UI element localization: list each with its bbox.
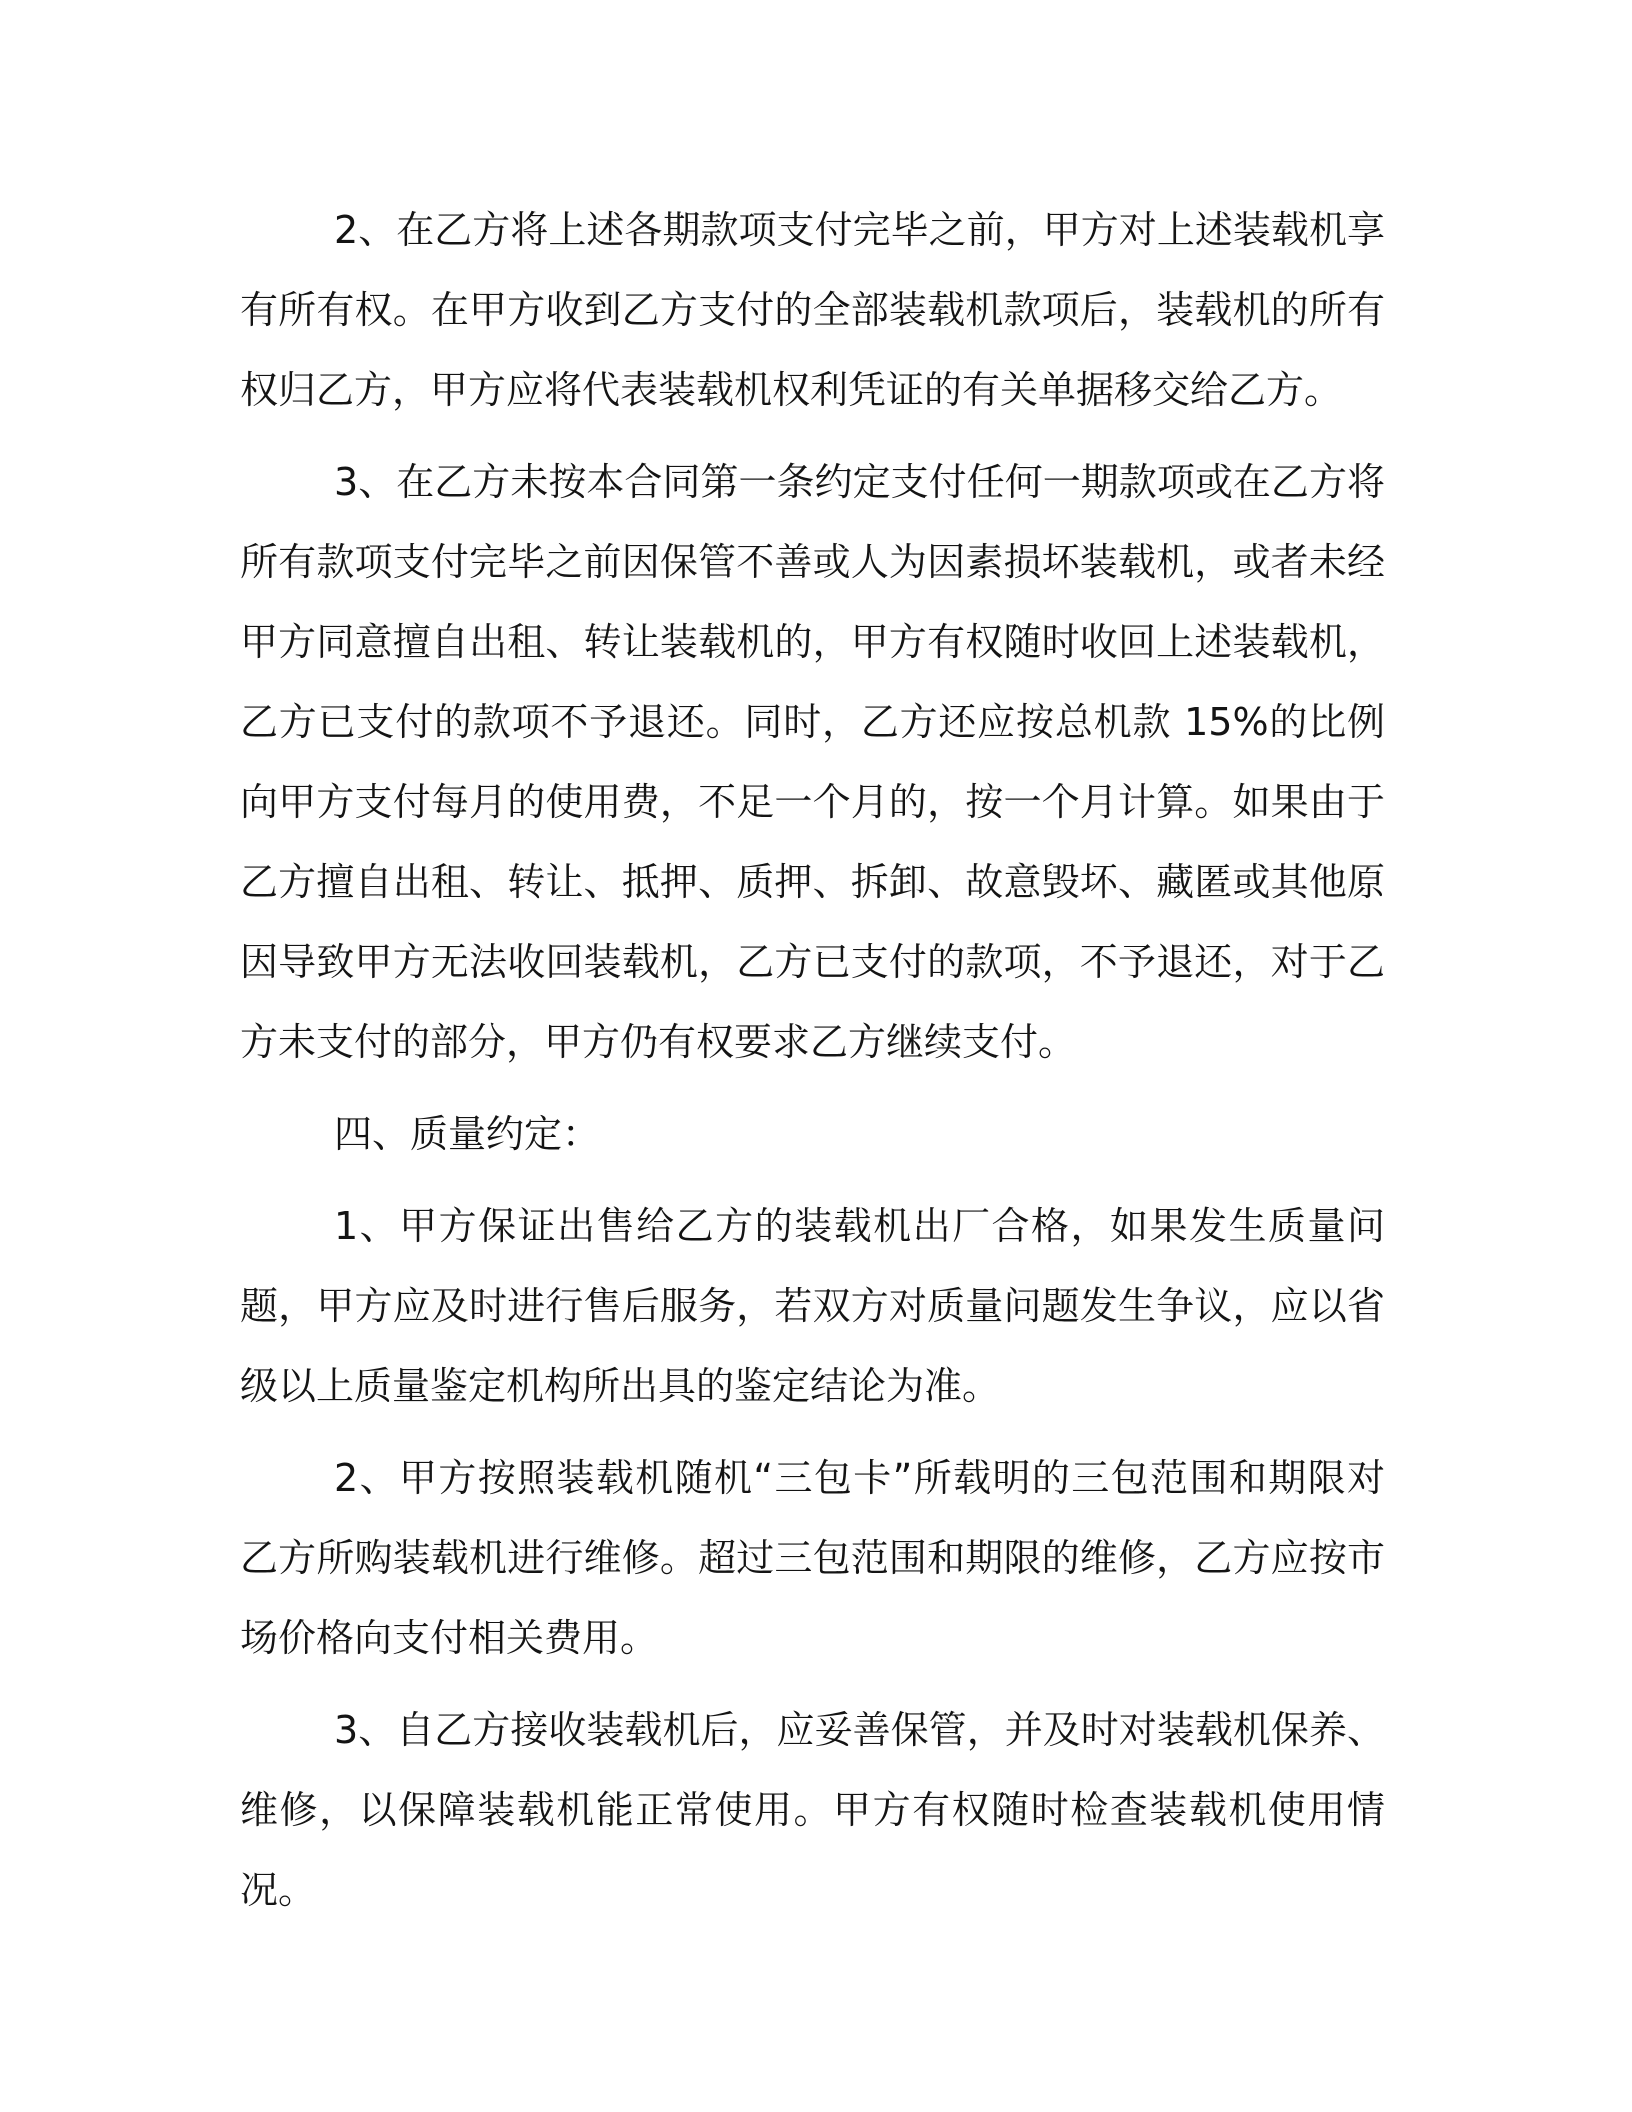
section-heading-quality: 四、质量约定： <box>334 1112 601 1156</box>
clause-4-3: 3、自乙方接收装载机后，应妥善保管，并及时对装载机保养、维修，以保障装载机能正常使用。甲方有权随时检查装载机使用情况。 <box>240 1708 1385 1912</box>
clause-3-2: 2、在乙方将上述各期款项支付完毕之前，甲方对上述装载机享有所有权。在甲方收到乙方支付的全部装载机款项后，装载机的所有权归乙方，甲方应将代表装载机权利凭证的有关单据移交给乙方。 <box>240 208 1385 412</box>
clause-3-3: 3、在乙方未按本合同第一条约定支付任何一期款项或在乙方将所有款项支付完毕之前因保管不善或人为因素损坏装载机，或者未经甲方同意擅自出租、转让装载机的，甲方有权随时收回上述装载机，乙方已支付的款项不予退还。同时，乙方还应按总机款 15%的比例向甲方支付每月的使用费，不足一个月的，按一个月计算。如果由于乙方擅自出租、转让、抵押、质押、拆卸、故意毁坏、藏匿或其他原因导致甲方无法收回装载机，乙方已支付的款项，不予退还，对于乙方未支付的部分，甲方仍有权要求乙方继续支付。 <box>240 460 1385 1064</box>
clause-4-1: 1、甲方保证出售给乙方的装载机出厂合格，如果发生质量问题，甲方应及时进行售后服务，若双方对质量问题发生争议，应以省级以上质量鉴定机构所出具的鉴定结论为准。 <box>240 1204 1385 1408</box>
document-page <box>240 190 1385 1942</box>
clause-4-2: 2、甲方按照装载机随机“三包卡”所载明的三包范围和期限对乙方所购装载机进行维修。超过三包范围和期限的维修，乙方应按市场价格向支付相关费用。 <box>240 1456 1385 1660</box>
